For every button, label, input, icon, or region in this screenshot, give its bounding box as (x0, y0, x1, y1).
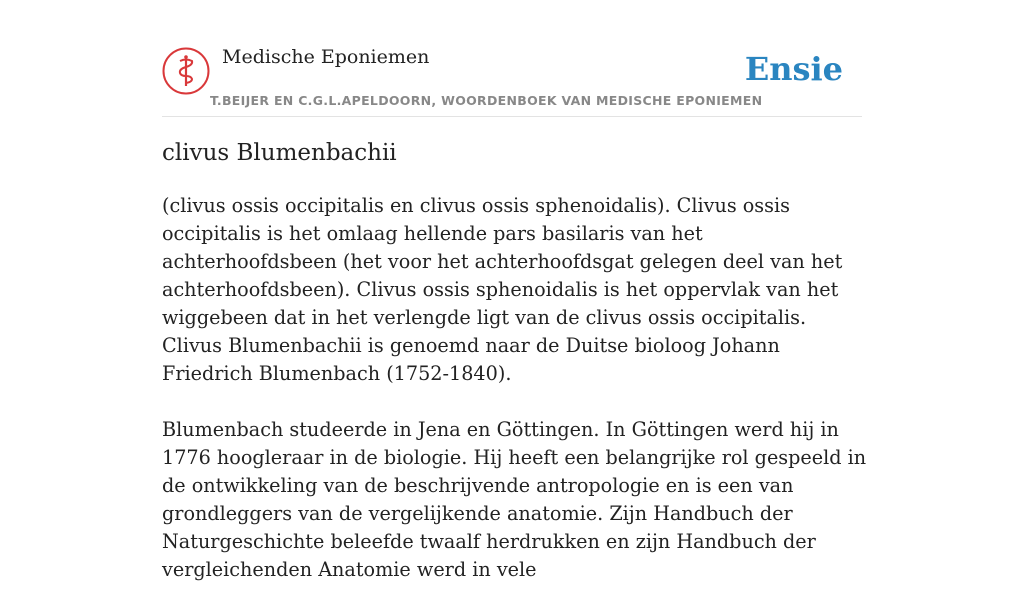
ensie-logo[interactable]: Ensie (744, 50, 843, 88)
source-header (162, 0, 862, 117)
source-title[interactable]: Medische Eponiemen (222, 46, 430, 68)
source-subtitle: T.BEIJER EN C.G.L.APELDOORN, WOORDENBOEK VAN MEDISCHE EPONIEMEN (210, 93, 763, 108)
entry-paragraph: Blumenbach studeerde in Jena en Göttingen. In Göttingen werd hij in 1776 hoogleraar in de biologie. Hij heeft een belangrijke rol gespeeld in de ontwikkeling van de beschrijvende antropologie en is een van grondleggers van de vergelijkende anatomie. Zijn Handbuch der Naturgeschichte beleefde twaalf herdrukken en zijn Handbuch der vergleichenden Anatomie werd in vele (162, 418, 867, 581)
caduceus-icon[interactable] (162, 47, 210, 95)
page (162, 0, 867, 581)
entry-paragraph: (clivus ossis occipitalis en clivus ossis sphenoidalis). Clivus ossis occipitalis is het omlaag hellende pars basilaris van het achterhoofdsbeen (het voor het achterhoofdsgat gelegen deel van het achterhoofdsbeen). Clivus ossis sphenoidalis is het oppervlak van het wiggebeen dat in het verlengde ligt van de clivus ossis occipitalis. Clivus Blumenbachii is genoemd naar de Duitse bioloog Johann Friedrich Blumenbach (1752-1840). (162, 194, 843, 385)
entry-headword: clivus Blumenbachii (162, 140, 397, 166)
entry-body (162, 192, 867, 612)
